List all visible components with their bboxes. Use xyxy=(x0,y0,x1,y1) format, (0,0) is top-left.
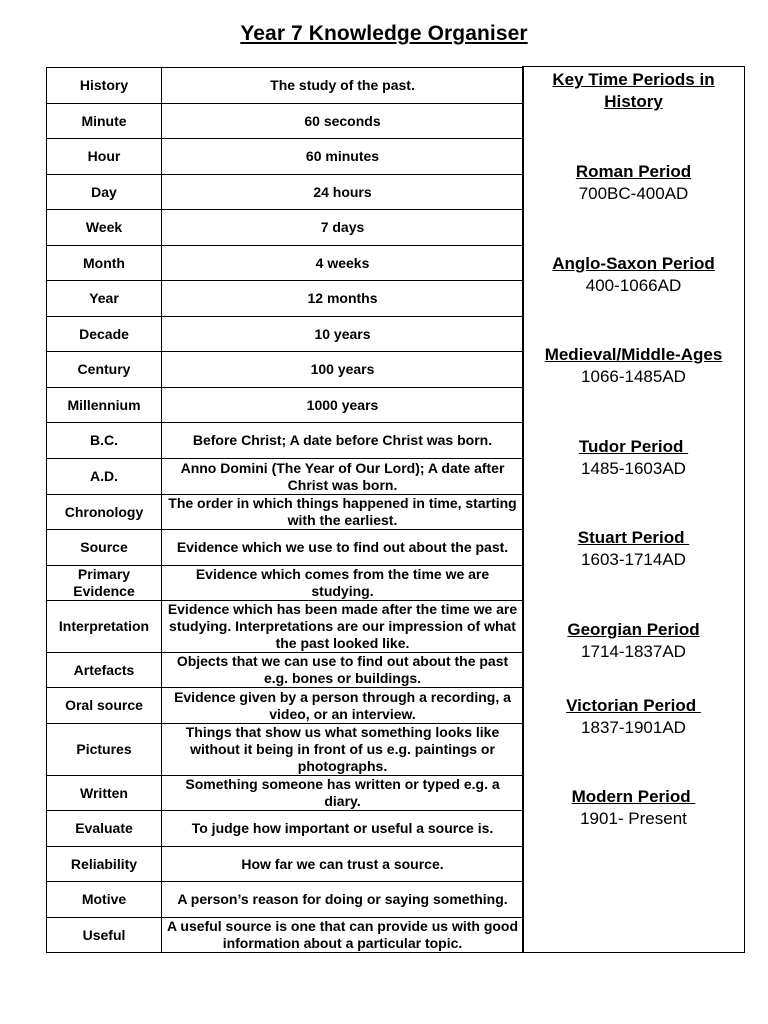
glossary-definition: Objects that we can use to find out about the past e.g. bones or buildings. xyxy=(162,653,524,688)
time-period-name: Roman Period xyxy=(575,162,692,181)
glossary-term: Pictures xyxy=(47,724,162,776)
table-row xyxy=(47,139,524,175)
table-row xyxy=(47,688,524,724)
glossary-definition: Anno Domini (The Year of Our Lord); A date after Christ was born. xyxy=(162,459,524,495)
table-row xyxy=(47,653,524,688)
glossary-term: B.C. xyxy=(47,423,162,459)
table-row xyxy=(47,175,524,210)
time-period xyxy=(523,344,744,388)
glossary-term: Reliability xyxy=(47,847,162,882)
table-row xyxy=(47,210,524,246)
glossary-definition: 7 days xyxy=(162,210,524,246)
glossary-definition: 4 weeks xyxy=(162,246,524,281)
glossary-definition: 12 months xyxy=(162,281,524,317)
glossary-term: Interpretation xyxy=(47,601,162,653)
table-row xyxy=(47,423,524,459)
table-row xyxy=(47,724,524,776)
glossary-term: Written xyxy=(47,776,162,811)
glossary-definition: The study of the past. xyxy=(162,68,524,104)
glossary-term: Chronology xyxy=(47,495,162,530)
glossary-term: Millennium xyxy=(47,388,162,423)
time-period xyxy=(523,619,744,663)
table-row xyxy=(47,459,524,495)
glossary-term: Minute xyxy=(47,104,162,139)
table-row xyxy=(47,776,524,811)
table-row xyxy=(47,847,524,882)
table-row xyxy=(47,495,524,530)
table-row xyxy=(47,530,524,566)
glossary-term: Evaluate xyxy=(47,811,162,847)
glossary-definition: How far we can trust a source. xyxy=(162,847,524,882)
table-row xyxy=(47,566,524,601)
glossary-definition: 1000 years xyxy=(162,388,524,423)
glossary-term: Year xyxy=(47,281,162,317)
time-period-name: Victorian Period xyxy=(566,696,701,715)
time-periods-heading: Key Time Periods in History xyxy=(552,70,715,111)
glossary-definition: A person’s reason for doing or saying something. xyxy=(162,882,524,918)
glossary-term: Day xyxy=(47,175,162,210)
glossary-term: Artefacts xyxy=(47,653,162,688)
page-title: Year 7 Knowledge Organiser xyxy=(240,22,528,45)
table-row xyxy=(47,352,524,388)
glossary-term: A.D. xyxy=(47,459,162,495)
glossary-definition: Something someone has written or typed e.g. a diary. xyxy=(162,776,524,811)
glossary-definition: 60 seconds xyxy=(162,104,524,139)
glossary-term: Source xyxy=(47,530,162,566)
glossary-definition: Evidence which we use to find out about the past. xyxy=(162,530,524,566)
table-row xyxy=(47,811,524,847)
time-period-dates: 1901- Present xyxy=(580,809,687,828)
glossary-definition: The order in which things happened in time, starting with the earliest. xyxy=(162,495,524,530)
glossary-definition: Evidence given by a person through a recording, a video, or an interview. xyxy=(162,688,524,724)
glossary-term: Motive xyxy=(47,882,162,918)
glossary-term: Hour xyxy=(47,139,162,175)
glossary-definition: 10 years xyxy=(162,317,524,352)
time-period-dates: 1066-1485AD xyxy=(581,367,686,386)
time-period-name: Modern Period xyxy=(571,787,696,806)
glossary-table xyxy=(46,67,524,953)
time-period xyxy=(523,253,744,297)
table-row xyxy=(47,281,524,317)
table-row xyxy=(47,246,524,281)
glossary-term: Oral source xyxy=(47,688,162,724)
glossary-term: Primary Evidence xyxy=(47,566,162,601)
glossary-definition: 24 hours xyxy=(162,175,524,210)
time-period-name: Stuart Period xyxy=(577,528,690,547)
time-period xyxy=(523,161,744,205)
time-periods-panel xyxy=(522,66,745,953)
table-row xyxy=(47,882,524,918)
time-period-dates: 1714-1837AD xyxy=(581,642,686,661)
time-period-dates: 1485-1603AD xyxy=(581,459,686,478)
table-row xyxy=(47,68,524,104)
time-period xyxy=(523,527,744,571)
time-period xyxy=(523,436,744,480)
time-period xyxy=(523,786,744,830)
glossary-term: Month xyxy=(47,246,162,281)
glossary-term: Decade xyxy=(47,317,162,352)
table-row xyxy=(47,317,524,352)
glossary-term: Week xyxy=(47,210,162,246)
glossary-term: Century xyxy=(47,352,162,388)
time-period-dates: 700BC-400AD xyxy=(578,184,689,203)
glossary-definition: Things that show us what something looks like without it being in front of us e.g. paintings or photographs. xyxy=(162,724,524,776)
time-period-name: Medieval/Middle-Ages xyxy=(544,345,723,364)
glossary-definition: 60 minutes xyxy=(162,139,524,175)
table-row xyxy=(47,104,524,139)
time-period-name: Georgian Period xyxy=(567,620,700,639)
glossary-definition: Evidence which has been made after the time we are studying. Interpretations are our impression of what the past looked like. xyxy=(162,601,524,653)
glossary-definition: To judge how important or useful a source is. xyxy=(162,811,524,847)
table-row xyxy=(47,918,524,953)
glossary-definition: Before Christ; A date before Christ was born. xyxy=(162,423,524,459)
time-period-dates: 1837-1901AD xyxy=(581,718,686,737)
time-period-name: Anglo-Saxon Period xyxy=(552,254,715,273)
glossary-definition: 100 years xyxy=(162,352,524,388)
table-row xyxy=(47,601,524,653)
time-period-dates: 1603-1714AD xyxy=(581,550,686,569)
time-period-dates: 400-1066AD xyxy=(585,276,682,295)
glossary-term: Useful xyxy=(47,918,162,953)
table-row xyxy=(47,388,524,423)
glossary-term: History xyxy=(47,68,162,104)
time-period-name: Tudor Period xyxy=(578,437,689,456)
glossary-definition: A useful source is one that can provide us with good information about a particular topic. xyxy=(162,918,524,953)
glossary-definition: Evidence which comes from the time we are studying. xyxy=(162,566,524,601)
time-period xyxy=(523,695,744,739)
